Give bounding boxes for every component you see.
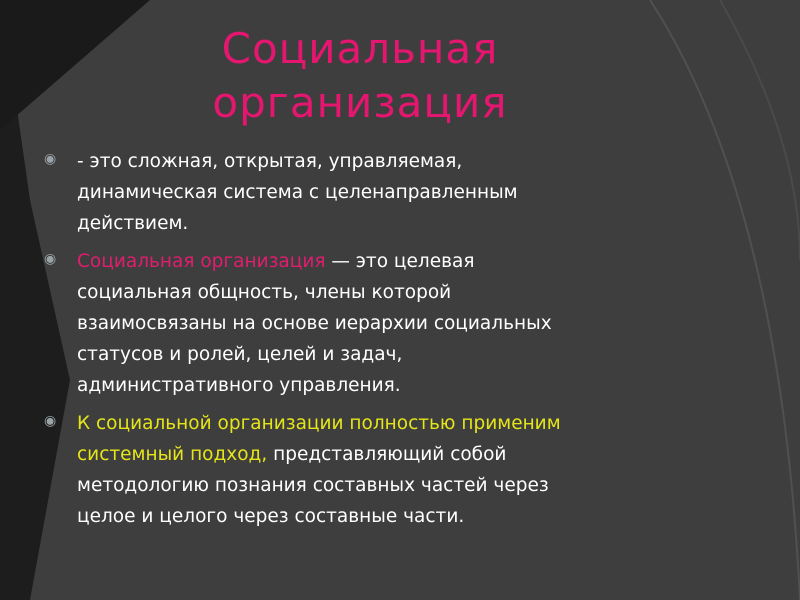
bullet-circle-icon <box>44 152 56 166</box>
bullet-text <box>77 146 684 239</box>
bullet-line: целое и целого через составные части. <box>77 506 465 527</box>
bullet-circle-icon <box>44 252 56 266</box>
bullet-item-1 <box>44 146 684 239</box>
bullet-line: методологию познания составных частей через <box>77 475 549 496</box>
bullet-line-rest: — это целевая <box>325 251 475 272</box>
bullet-line: статусов и ролей, целей и задач, <box>77 344 403 365</box>
bullet-line: динамическая система с целенаправленным <box>77 182 518 203</box>
bullet-text <box>77 408 684 532</box>
highlight-line: К социальной организации полностью применим <box>77 413 561 434</box>
highlight-phrase: системный подход, <box>77 444 268 465</box>
highlight-term: Социальная организация <box>77 251 326 272</box>
bullet-line: социальная общность, члены которой <box>77 282 452 303</box>
bullet-text <box>77 246 684 401</box>
bullet-list <box>44 146 684 539</box>
bullet-line <box>77 246 684 277</box>
bullet-item-3 <box>44 408 684 532</box>
bullet-line: - это сложная, открытая, управляемая, <box>77 151 463 172</box>
bullet-line <box>77 439 684 470</box>
bullet-item-2 <box>44 246 684 401</box>
bullet-circle-icon <box>44 414 56 428</box>
bullet-line-rest: представляющий собой <box>267 444 507 465</box>
bullet-line: взаимосвязаны на основе иерархии социальных <box>77 313 552 334</box>
slide-title <box>150 22 570 130</box>
title-line-1: Социальная <box>221 24 499 73</box>
bullet-line: административного управления. <box>77 375 401 396</box>
bullet-line: действием. <box>77 213 189 234</box>
title-line-2: организация <box>212 78 508 127</box>
